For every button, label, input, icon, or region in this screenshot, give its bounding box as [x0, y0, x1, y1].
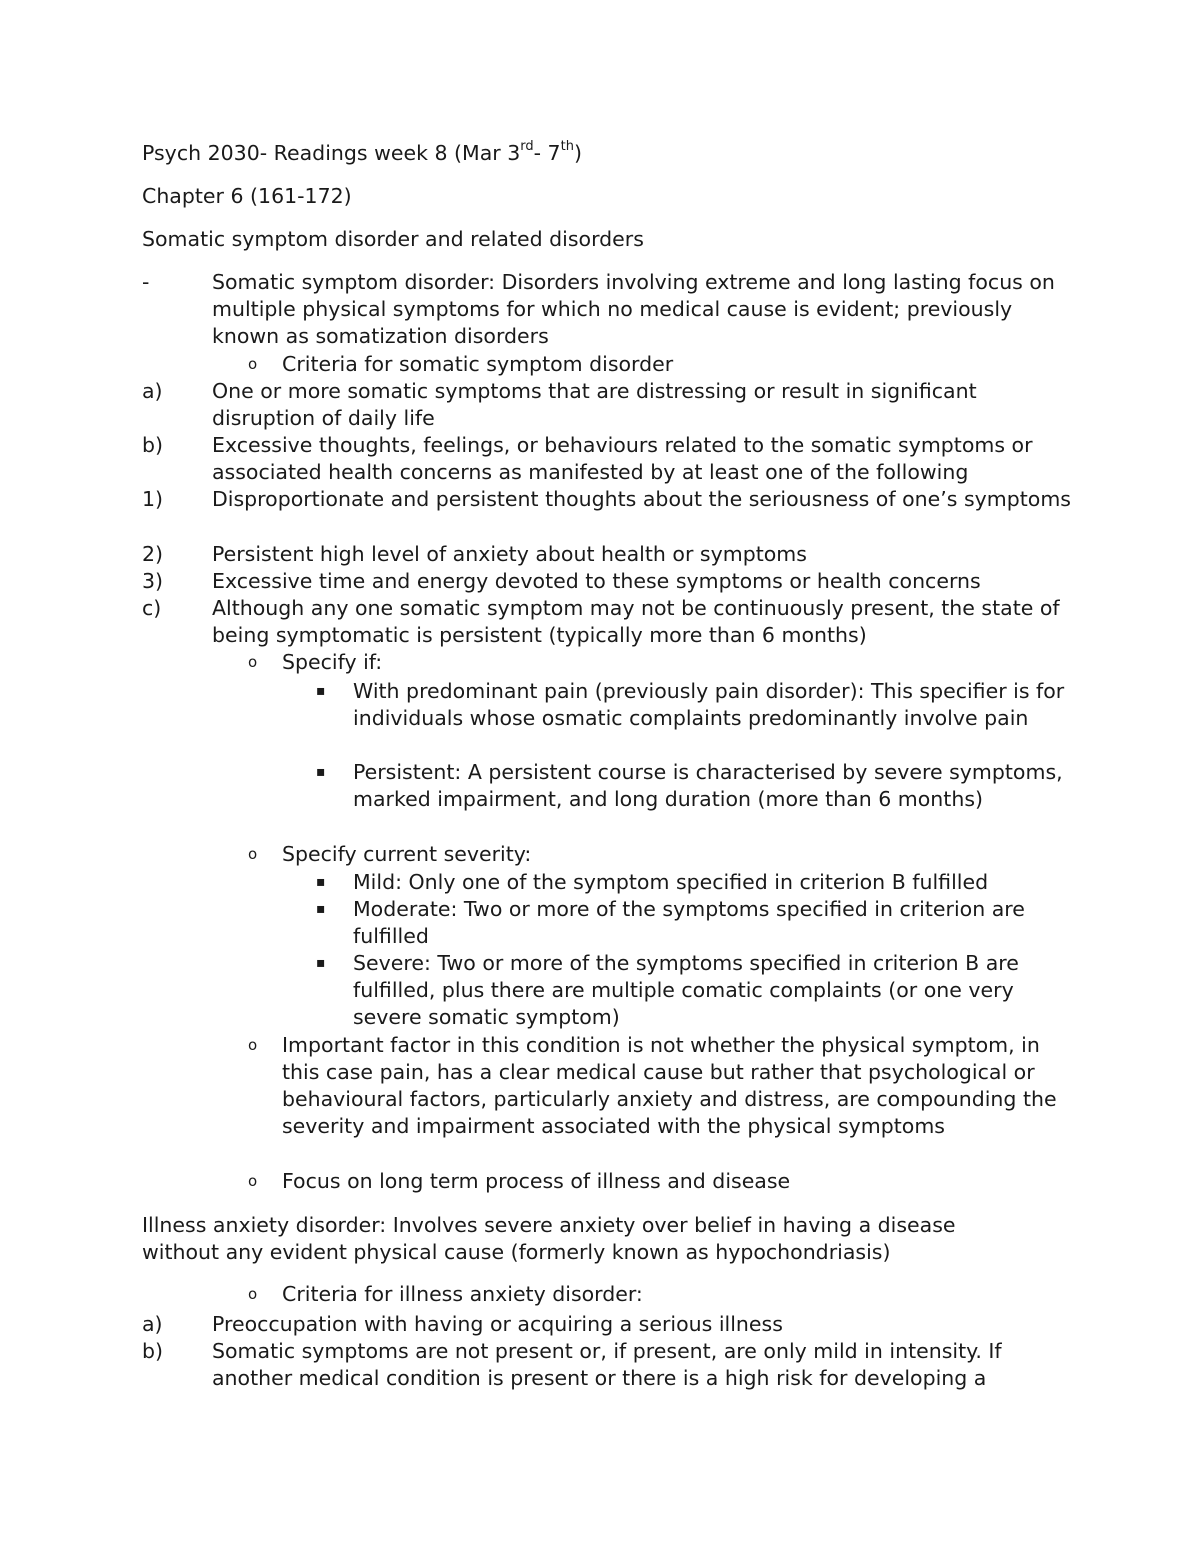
square-bullet-icon: ▪	[316, 901, 326, 917]
criterion-text: Excessive time and energy devoted to these symptoms or health concerns	[212, 569, 981, 593]
criterion-marker: a)	[142, 1312, 163, 1336]
ssd-definition-item	[142, 269, 1072, 350]
specify-severity-label: Specify current severity:	[282, 842, 532, 866]
circle-bullet-icon: o	[248, 1172, 258, 1190]
criterion-text: One or more somatic symptoms that are distressing or result in significant disruption of daily life	[212, 379, 977, 430]
specify-severity-item	[248, 841, 1072, 868]
ssd-criteria-heading: Criteria for somatic symptom disorder	[282, 352, 674, 376]
circle-bullet-icon: o	[248, 1285, 258, 1303]
chapter-line: Chapter 6 (161-172)	[142, 184, 352, 208]
criterion-marker: b)	[142, 1339, 164, 1363]
specifier-item	[316, 759, 1072, 813]
criterion-text: Excessive thoughts, feelings, or behaviours related to the somatic symptoms or associated health concerns as manifested by at least one of the following	[212, 433, 1033, 484]
square-bullet-icon: ▪	[316, 874, 326, 890]
severity-item	[316, 869, 1072, 896]
criterion-marker: b)	[142, 433, 164, 457]
criterion-marker: 2)	[142, 542, 164, 566]
specifier-item	[316, 678, 1072, 732]
criterion-text: Disproportionate and persistent thoughts about the seriousness of one’s symptoms	[212, 487, 1071, 511]
focus-item	[248, 1168, 1072, 1195]
specifier-text: With predominant pain (previously pain disorder): This specifier is for individuals whose osmatic complaints predominantly involve pain	[353, 679, 1065, 730]
criterion-text: Persistent high level of anxiety about health or symptoms	[212, 542, 807, 566]
important-factor-text: Important factor in this condition is not whether the physical symptom, in this case pain, has a clear medical cause but rather that psychological or behavioural factors, particularly anxiety and distress, are compounding the severity and impairment associated with the physical symptoms	[282, 1033, 1057, 1138]
page-title: Psych 2030- Readings week 8 (Mar 3rd- 7th)	[142, 139, 582, 165]
specify-if-item	[248, 649, 1072, 676]
criterion-text: Although any one somatic symptom may not be continuously present, the state of being symptomatic is persistent (typically more than 6 months)	[212, 596, 1060, 647]
severity-text: Severe: Two or more of the symptoms specified in criterion B are fulfilled, plus there are multiple comatic complaints (or one very severe somatic symptom)	[353, 951, 1019, 1029]
circle-bullet-icon: o	[248, 355, 258, 373]
square-bullet-icon: ▪	[316, 764, 326, 780]
square-bullet-icon: ▪	[316, 955, 326, 971]
iad-definition: Illness anxiety disorder: Involves severe anxiety over belief in having a disease without any evident physical cause (formerly known as hypochondriasis)	[142, 1213, 956, 1264]
criterion-marker: a)	[142, 379, 163, 403]
section-heading: Somatic symptom disorder and related disorders	[142, 227, 644, 251]
important-factor-item	[248, 1032, 1072, 1140]
severity-text: Mild: Only one of the symptom specified in criterion B fulfilled	[353, 870, 989, 894]
criterion-item	[142, 1338, 1072, 1392]
circle-bullet-icon: o	[248, 1036, 258, 1054]
specifier-text: Persistent: A persistent course is characterised by severe symptoms, marked impairment, and long duration (more than 6 months)	[353, 760, 1063, 811]
specify-if-label: Specify if:	[282, 650, 383, 674]
ssd-criteria-heading-item	[248, 351, 1072, 378]
circle-bullet-icon: o	[248, 845, 258, 863]
criterion-text: Somatic symptoms are not present or, if present, are only mild in intensity. If another medical condition is present or there is a high risk for developing a	[212, 1339, 1002, 1390]
criterion-marker: 1)	[142, 487, 164, 511]
criterion-item	[142, 568, 1072, 595]
ssd-definition: Somatic symptom disorder: Disorders involving extreme and long lasting focus on multiple physical symptoms for which no medical cause is evident; previously known as somatization disorders	[212, 270, 1055, 348]
criterion-marker: c)	[142, 596, 162, 620]
iad-criteria-heading: Criteria for illness anxiety disorder:	[282, 1282, 643, 1306]
circle-bullet-icon: o	[248, 653, 258, 671]
criterion-item	[142, 541, 1072, 568]
square-bullet-icon: ▪	[316, 683, 326, 699]
dash-marker: -	[142, 270, 150, 294]
criterion-item	[142, 432, 1072, 486]
focus-text: Focus on long term process of illness and disease	[282, 1169, 791, 1193]
severity-text: Moderate: Two or more of the symptoms specified in criterion are fulfilled	[353, 897, 1025, 948]
criterion-item	[142, 486, 1072, 513]
criterion-item	[142, 378, 1072, 432]
criterion-item	[142, 1311, 1072, 1338]
severity-item	[316, 896, 1072, 950]
criterion-text: Preoccupation with having or acquiring a serious illness	[212, 1312, 783, 1336]
criterion-marker: 3)	[142, 569, 164, 593]
severity-item	[316, 950, 1072, 1031]
criterion-item	[142, 595, 1072, 649]
iad-criteria-heading-item	[248, 1281, 1072, 1308]
